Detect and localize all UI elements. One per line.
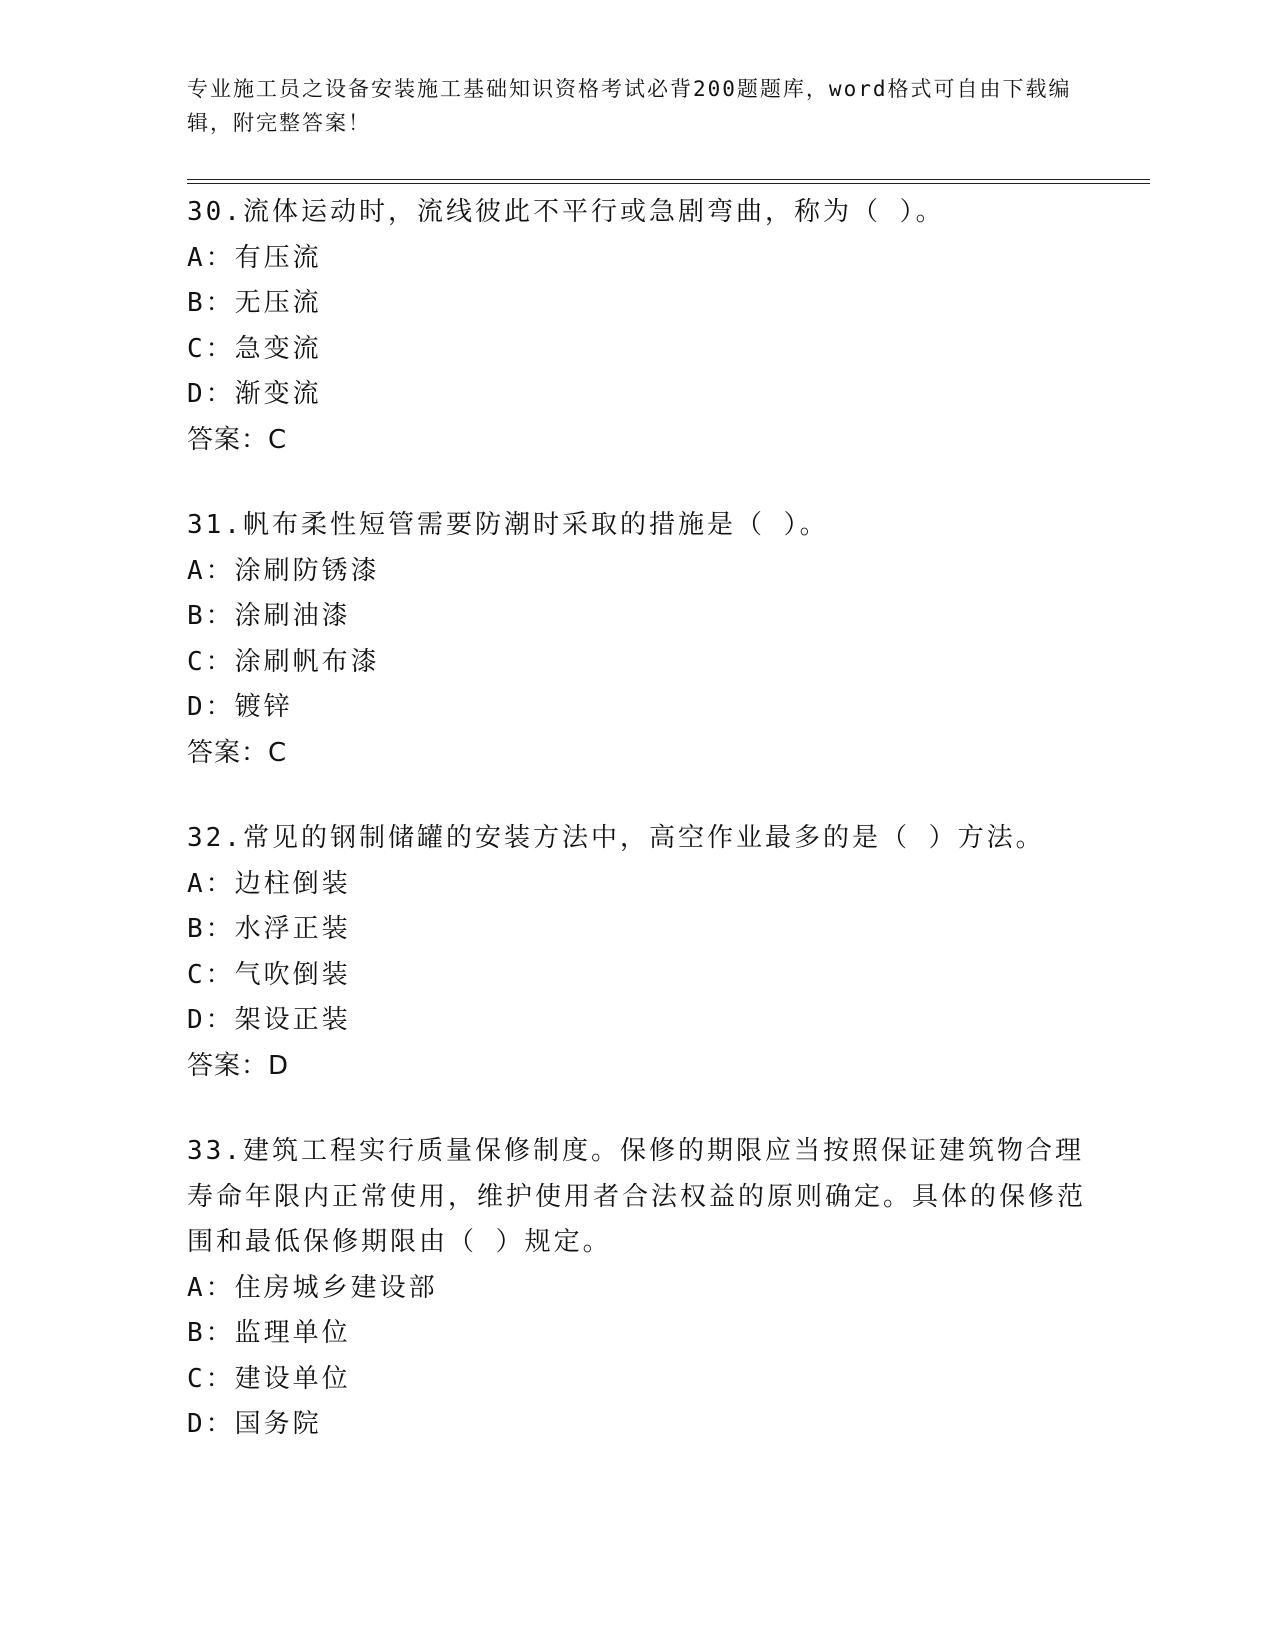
- option-b: B：涂刷油漆: [187, 601, 351, 631]
- option-c: C：建设单位: [187, 1363, 351, 1394]
- document-header: 专业施工员之设备安装施工基础知识资格考试必背200题题库，word格式可自由下载编辑，附完整答案！: [187, 77, 1072, 135]
- answer-line: 答案：C: [187, 424, 288, 455]
- option-a: A：边柱倒装: [187, 868, 351, 899]
- question-text: 31.帆布柔性短管需要防潮时采取的措施是（ ）。: [187, 510, 829, 540]
- option-a: A：涂刷防锈漆: [187, 555, 380, 586]
- header-divider-top: [187, 179, 1150, 180]
- question-32: [187, 816, 1087, 1089]
- question-list: [187, 190, 1087, 1488]
- option-c: C：涂刷帆布漆: [187, 646, 380, 677]
- option-c: C：气吹倒装: [187, 959, 351, 990]
- question-text: 30.流体运动时，流线彼此不平行或急剧弯曲，称为（ ）。: [187, 197, 945, 227]
- option-d: D：国务院: [187, 1409, 322, 1439]
- question-30: [187, 190, 1087, 463]
- option-b: B：监理单位: [187, 1318, 351, 1348]
- option-b: B：无压流: [187, 288, 322, 318]
- question-text: 32.常见的钢制储罐的安装方法中，高空作业最多的是（ ）方法。: [187, 823, 1045, 853]
- question-text: 33.建筑工程实行质量保修制度。保修的期限应当按照保证建筑物合理寿命年限内正常使用，维护使用者合法权益的原则确定。具体的保修范围和最低保修期限由（ ）规定。: [187, 1136, 1087, 1257]
- option-a: A：有压流: [187, 242, 322, 273]
- option-b: B：水浮正装: [187, 914, 351, 944]
- header-divider-bottom: [187, 183, 1150, 184]
- option-d: D：镀锌: [187, 692, 293, 722]
- option-a: A：住房城乡建设部: [187, 1272, 438, 1303]
- question-33: [187, 1129, 1087, 1448]
- option-d: D：架设正装: [187, 1005, 351, 1035]
- answer-line: 答案：D: [187, 1050, 290, 1081]
- option-d: D：渐变流: [187, 379, 322, 409]
- option-c: C：急变流: [187, 333, 322, 364]
- question-31: [187, 503, 1087, 776]
- answer-line: 答案：C: [187, 737, 288, 768]
